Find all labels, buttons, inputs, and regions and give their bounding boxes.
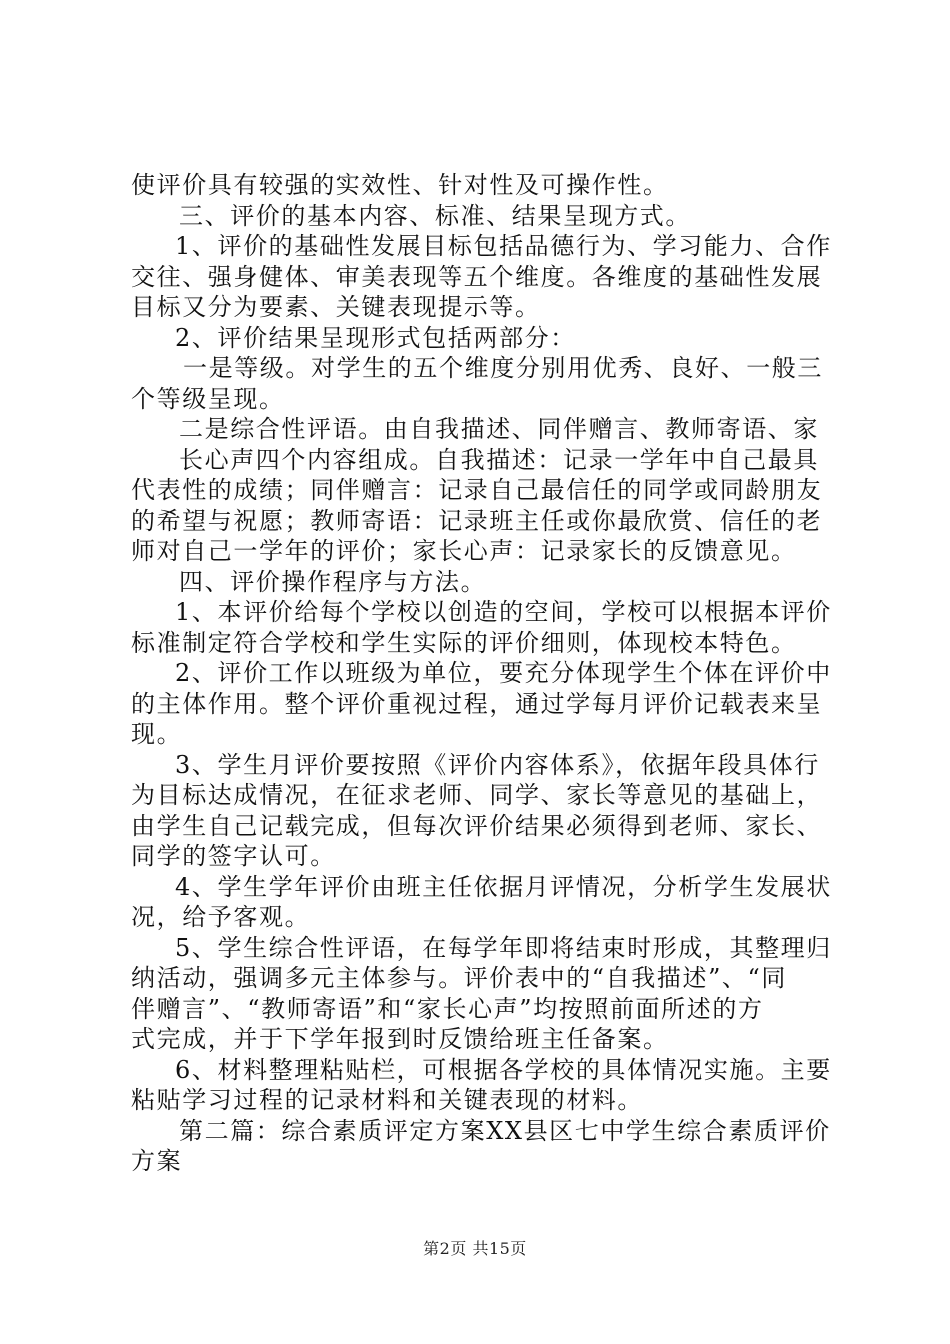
text-line: 现。 <box>131 720 183 748</box>
text-line: 的主体作用。整个评价重视过程，通过学每月评价记载表来呈 <box>131 689 823 718</box>
text-line: 二是综合性评语。由自我描述、同伴赠言、教师寄语、家 <box>179 415 819 443</box>
text-line: 长心声四个内容组成。自我描述：记录一学年中自己最具 <box>179 445 819 474</box>
text-line: 6、材料整理粘贴栏，可根据各学校的具体情况实施。主要 <box>175 1055 832 1084</box>
text-line: 5、学生综合性评语，在每学年即将结束时形成，其整理归 <box>175 933 832 962</box>
text-line: 1、评价的基础性发展目标包括品德行为、学习能力、合作 <box>175 232 832 260</box>
text-line: 四、评价操作程序与方法。 <box>179 567 487 596</box>
text-line: 况，给予客观。 <box>131 903 311 931</box>
page-footer: 第2页 共15页 <box>423 1239 527 1258</box>
text-line: 代表性的成绩；同伴赠言：记录自己最信任的同学或同龄朋友 <box>131 476 823 504</box>
text-line: 伴赠言”、“教师寄语”和“家长心声”均按照前面所述的方 <box>131 994 764 1023</box>
text-line: 标准制定符合学校和学生实际的评价细则，体现校本特色。 <box>131 628 797 657</box>
text-line: 交往、强身健体、审美表现等五个维度。各维度的基础性发展 <box>131 262 823 291</box>
text-line: 由学生自己记载完成，但每次评价结果必须得到老师、家长、 <box>131 811 823 840</box>
text-line: 目标又分为要素、关键表现提示等。 <box>131 293 541 321</box>
text-line: 方案 <box>131 1147 183 1175</box>
text-line: 师对自己一学年的评价；家长心声：记录家长的反馈意见。 <box>131 537 797 565</box>
text-line: 2、评价结果呈现形式包括两部分： <box>175 323 576 352</box>
text-line: 为目标达成情况，在征求老师、同学、家长等意见的基础上， <box>131 781 823 809</box>
text-line: 三、评价的基本内容、标准、结果呈现方式。 <box>179 201 691 230</box>
text-line: 1、本评价给每个学校以创造的空间，学校可以根据本评价 <box>175 598 832 626</box>
text-line: 个等级呈现。 <box>131 384 285 413</box>
text-line: 粘贴学习过程的记录材料和关键表现的材料。 <box>131 1086 643 1114</box>
text-line: 2、评价工作以班级为单位，要充分体现学生个体在评价中 <box>175 659 832 687</box>
text-line: 同学的签字认可。 <box>131 842 336 870</box>
text-line: 3、学生月评价要按照《评价内容体系》，依据年段具体行 <box>175 750 820 779</box>
text-line: 式完成，并于下学年报到时反馈给班主任备案。 <box>131 1025 669 1053</box>
text-line: 第二篇：综合素质评定方案XX县区七中学生综合素质评价 <box>179 1116 831 1145</box>
text-line: 使评价具有较强的实效性、针对性及可操作性。 <box>131 171 669 199</box>
document-body <box>131 170 831 1177</box>
text-line: 一是等级。对学生的五个维度分别用优秀、良好、一般三 <box>183 354 823 382</box>
text-line: 的希望与祝愿；教师寄语：记录班主任或你最欣赏、信任的老 <box>131 506 823 535</box>
text-line: 纳活动，强调多元主体参与。评价表中的“自我描述”、“同 <box>131 964 788 992</box>
text-line: 4、学生学年评价由班主任依据月评情况，分析学生发展状 <box>175 872 832 901</box>
